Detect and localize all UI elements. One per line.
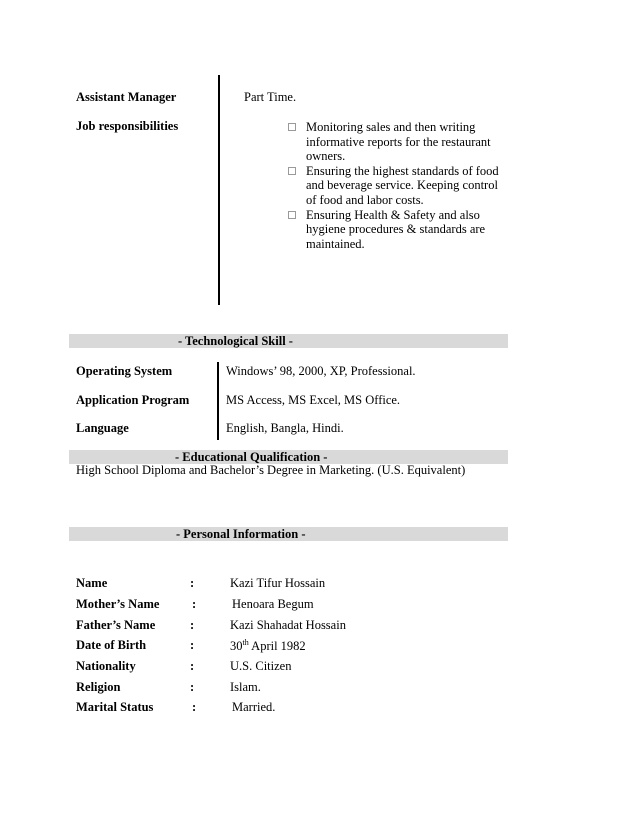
nationality-value: U.S. Citizen — [230, 659, 292, 673]
personal-heading: - Personal Information - — [176, 527, 306, 541]
list-item: Monitoring sales and then writing informative reports for the restaurant owners. — [288, 120, 503, 164]
colon: : — [192, 597, 197, 611]
operating-system-label: Operating System — [76, 364, 173, 378]
list-item: Ensuring Health & Safety and also hygiene procedures & standards are maintained. — [288, 208, 503, 252]
language-value: English, Bangla, Hindi. — [226, 421, 344, 435]
tech-heading-band — [69, 334, 508, 348]
name-value: Kazi Tifur Hossain — [230, 576, 326, 590]
religion-value: Islam. — [230, 680, 261, 694]
colon: : — [192, 700, 197, 714]
personal-heading-band — [69, 527, 508, 541]
language-label: Language — [76, 421, 129, 435]
marital-status-value: Married. — [232, 700, 276, 714]
religion-label: Religion — [76, 680, 121, 694]
position-label: Assistant Manager — [76, 90, 177, 104]
operating-system-value: Windows’ 98, 2000, XP, Professional. — [226, 364, 416, 378]
colon: : — [190, 659, 195, 673]
colon: : — [190, 576, 195, 590]
nationality-label: Nationality — [76, 659, 136, 673]
marital-status-label: Marital Status — [76, 700, 154, 714]
tech-divider-line — [217, 362, 219, 440]
education-text: High School Diploma and Bachelor’s Degree in Marketing. (U.S. Equivalent) — [76, 463, 466, 477]
tech-heading: - Technological Skill - — [178, 334, 293, 348]
application-program-value: MS Access, MS Excel, MS Office. — [226, 393, 401, 407]
date-of-birth-value: 30th April 1982 — [230, 638, 306, 654]
colon: : — [190, 638, 195, 652]
list-item: Ensuring the highest standards of food and beverage service. Keeping control of food and labor costs. — [288, 164, 503, 208]
education-heading-band — [69, 450, 508, 464]
education-heading: - Educational Qualification - — [175, 450, 328, 464]
father-name-value: Kazi Shahadat Hossain — [230, 618, 346, 632]
application-program-label: Application Program — [76, 393, 190, 407]
mother-name-label: Mother’s Name — [76, 597, 160, 611]
colon: : — [190, 680, 195, 694]
checkbox-bullet-icon — [288, 167, 296, 175]
mother-name-value: Henoara Begum — [232, 597, 314, 611]
position-value: Part Time. — [244, 90, 297, 104]
responsibilities-list — [288, 120, 503, 251]
job-divider-line — [218, 75, 220, 305]
responsibilities-label: Job responsibilities — [76, 119, 179, 133]
checkbox-bullet-icon — [288, 123, 296, 131]
name-label: Name — [76, 576, 108, 590]
date-of-birth-label: Date of Birth — [76, 638, 147, 652]
colon: : — [190, 618, 195, 632]
ordinal-suffix: th — [242, 638, 249, 647]
checkbox-bullet-icon — [288, 211, 296, 219]
father-name-label: Father’s Name — [76, 618, 156, 632]
